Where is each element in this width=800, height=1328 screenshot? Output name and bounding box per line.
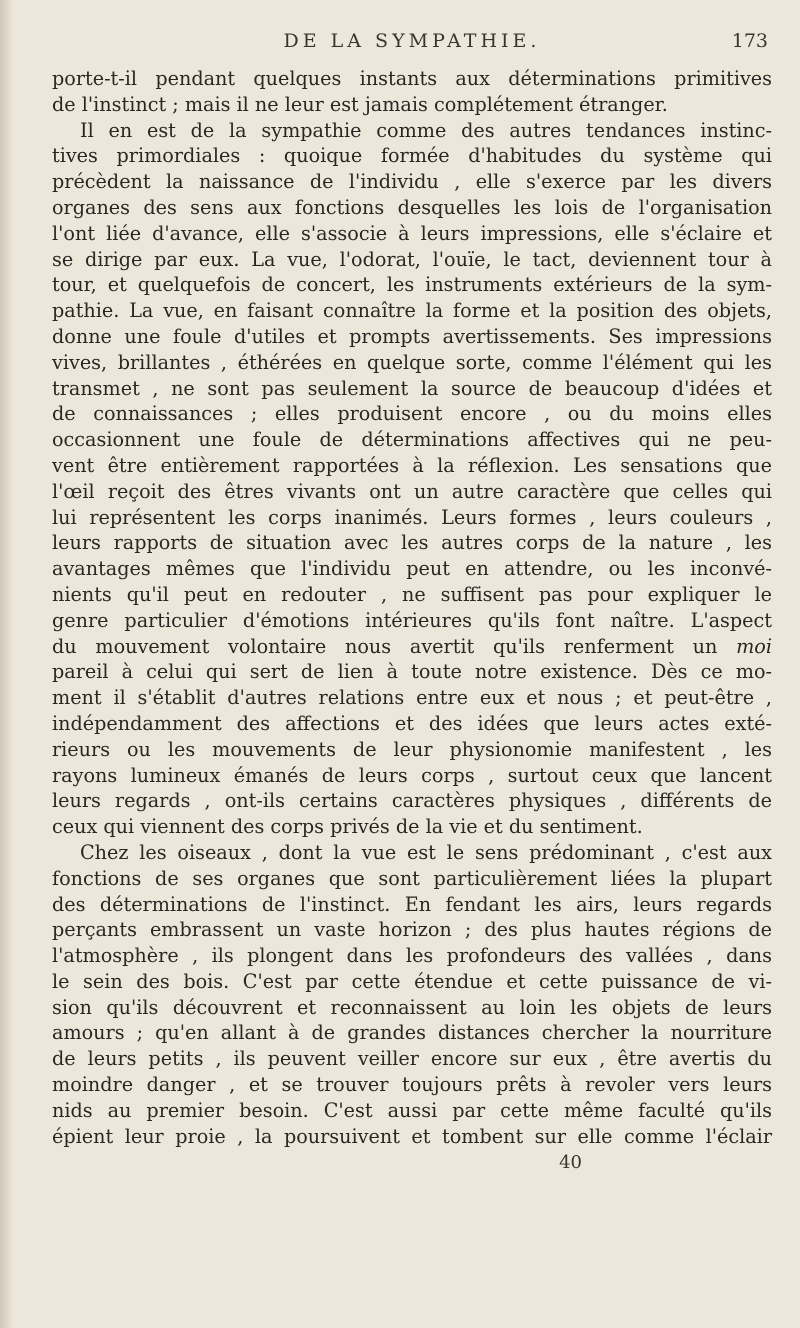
text-line: [52, 1124, 772, 1150]
text-line: [52, 401, 772, 427]
text-line-content: occasionnent une foule de déterminations affectives qui ne peu-: [52, 428, 772, 452]
running-head: [52, 20, 772, 58]
text-line: [52, 350, 772, 376]
text-line-content: ment il s'établit d'autres relations entre eux et nous ; et peut-être ,: [52, 686, 772, 710]
text-line: [52, 92, 772, 118]
text-line: [52, 453, 772, 479]
text-line: [52, 892, 772, 918]
text-line: [52, 1046, 772, 1072]
text-line-content: rieurs ou les mouvements de leur physionomie manifestent , les: [52, 737, 772, 761]
text-line-content: Chez les oiseaux , dont la vue est le sens prédominant , c'est aux: [80, 840, 772, 864]
text-line: [52, 659, 772, 685]
text-line: [52, 324, 772, 350]
text-line: [52, 143, 772, 169]
text-line: [52, 969, 772, 995]
text-line-content: leurs rapports de situation avec les autres corps de la nature , les: [52, 531, 772, 555]
text-line: [52, 1020, 772, 1046]
text-line: [52, 737, 772, 763]
text-line: [52, 711, 772, 737]
text-line-content: donne une foule d'utiles et prompts avertissements. Ses impressions: [52, 324, 772, 348]
text-line: [52, 582, 772, 608]
text-line-content: épient leur proie , la poursuivent et tombent sur elle comme l'éclair: [52, 1124, 772, 1148]
text-line-content: de connaissances ; elles produisent encore , ou du moins elles: [52, 402, 772, 426]
text-line: [52, 685, 772, 711]
text-line-content: l'atmosphère , ils plongent dans les profondeurs des vallées , dans: [52, 944, 772, 968]
text-line-content: amours ; qu'en allant à de grandes distances chercher la nourriture: [52, 1021, 772, 1045]
text-line: [52, 840, 772, 866]
text-line-content: l'œil reçoit des êtres vivants ont un autre caractère que celles qui: [52, 479, 772, 503]
text-line: [52, 221, 772, 247]
text-line: [52, 298, 772, 324]
text-line-content: lui représentent les corps inanimés. Leurs formes , leurs couleurs ,: [52, 505, 772, 529]
text-line-content: leurs regards , ont-ils certains caractères physiques , différents de: [52, 789, 772, 813]
text-line-content: des déterminations de l'instinct. En fendant les airs, leurs regards: [52, 892, 772, 916]
text-line-content: le sein des bois. C'est par cette étendue et cette puissance de vi-: [52, 969, 772, 993]
text-line: [52, 788, 772, 814]
text-line: [52, 1072, 772, 1098]
text-line-content: précèdent la naissance de l'individu , elle s'exerce par les divers: [52, 170, 772, 194]
text-line: [52, 634, 772, 660]
text-line-content: se dirige par eux. La vue, l'odorat, l'ouïe, le tact, deviennent tour à: [52, 247, 772, 271]
text-line-content: vives, brillantes , éthérées en quelque sorte, comme l'élément qui les: [52, 350, 772, 374]
text-line-content: moindre danger , et se trouver toujours prêts à revoler vers leurs: [52, 1073, 772, 1097]
text-line: [52, 505, 772, 531]
text-line-content: fonctions de ses organes que sont particulièrement liées la plupart: [52, 866, 772, 890]
text-line-content: porte-t-il pendant quelques instants aux déterminations primitives: [52, 67, 772, 90]
text-line: [52, 866, 772, 892]
text-line-content: sion qu'ils découvrent et reconnaissent au loin les objets de leurs: [52, 995, 772, 1019]
text-line: [52, 247, 772, 273]
text-line-content: transmet , ne sont pas seulement la source de beaucoup d'idées et: [52, 376, 772, 400]
text-line: [52, 427, 772, 453]
page-binding-edge: [0, 0, 14, 1328]
text-line: [52, 479, 772, 505]
text-line-content: Il en est de la sympathie comme des autres tendances instinc-: [80, 118, 772, 142]
text-line: [52, 995, 772, 1021]
italic-word: moi: [736, 634, 772, 658]
text-line: [52, 530, 772, 556]
text-line: [52, 118, 772, 144]
text-line: [52, 169, 772, 195]
text-line: [52, 608, 772, 634]
text-line: [52, 66, 772, 92]
text-line: [52, 376, 772, 402]
text-line-content: rayons lumineux émanés de leurs corps , surtout ceux que lancent: [52, 763, 772, 787]
text-line: [52, 1098, 772, 1124]
text-line-content: ceux qui viennent des corps privés de la vie et du sentiment.: [52, 815, 643, 839]
text-line-content: avantages mêmes que l'individu peut en attendre, ou les inconvé-: [52, 557, 772, 581]
text-line-content: indépendamment des affections et des idées que leurs actes exté-: [52, 711, 772, 735]
text-line-content: de l'instinct ; mais il ne leur est jamais complétement étranger.: [52, 92, 668, 116]
text-line-content: de leurs petits , ils peuvent veiller encore sur eux , être avertis du: [52, 1047, 772, 1071]
text-line-content: nids au premier besoin. C'est aussi par cette même faculté qu'ils: [52, 1098, 772, 1122]
body-text: [52, 66, 772, 1149]
text-line: [52, 272, 772, 298]
text-line-content: organes des sens aux fonctions desquelles les lois de l'organisation: [52, 195, 772, 219]
text-line-content: perçants embrassent un vaste horizon ; des plus hautes régions de: [52, 918, 772, 942]
text-line: [52, 917, 772, 943]
text-line-content: pathie. La vue, en faisant connaître la forme et la position des objets,: [52, 299, 772, 323]
text-line: [52, 195, 772, 221]
text-line-content: genre particulier d'émotions intérieures qu'ils font naître. L'aspect: [52, 608, 772, 632]
text-line: [52, 763, 772, 789]
text-line-content: vent être entièrement rapportées à la réflexion. Les sensations que: [52, 453, 772, 477]
text-line-content: l'ont liée d'avance, elle s'associe à leurs impressions, elle s'éclaire et: [52, 221, 772, 245]
text-line-content: tives primordiales : quoique formée d'habitudes du système qui: [52, 144, 772, 168]
text-line-content: nients qu'il peut en redouter , ne suffisent pas pour expliquer le: [52, 582, 772, 606]
text-line-content: du mouvement volontaire nous avertit qu'ils renferment un: [52, 634, 718, 658]
book-page: [52, 20, 772, 1175]
text-line: [52, 943, 772, 969]
text-line-content: pareil à celui qui sert de lien à toute notre existence. Dès ce mo-: [52, 660, 772, 684]
text-line: [52, 556, 772, 582]
page-number: 173: [731, 30, 768, 52]
text-line-content: tour, et quelquefois de concert, les instruments extérieurs de la sym-: [52, 273, 772, 297]
signature-mark: 40: [559, 1152, 582, 1174]
running-title: DE LA SYMPATHIE.: [283, 30, 541, 52]
text-line: [52, 814, 772, 840]
